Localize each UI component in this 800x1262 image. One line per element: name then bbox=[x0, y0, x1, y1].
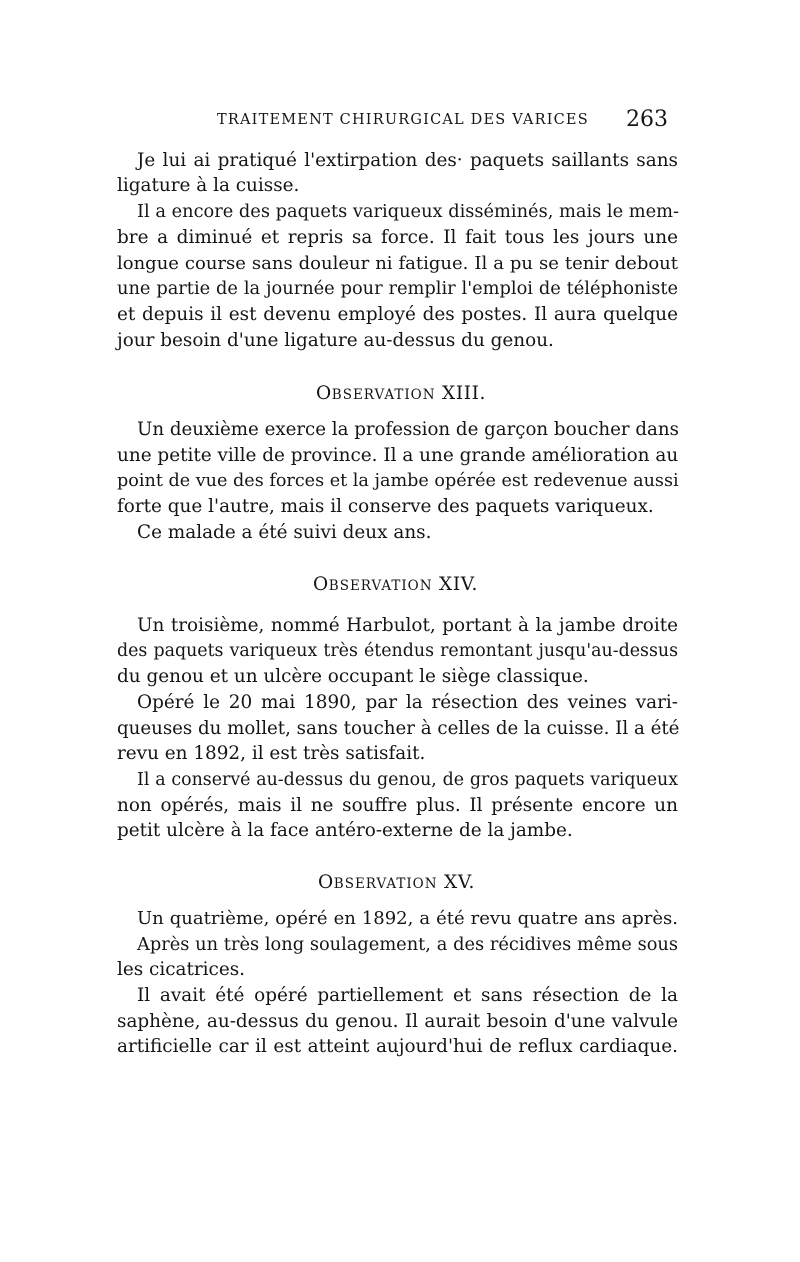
text-line: Je lui ai pratiqué l'extirpation des· paquets saillants sans bbox=[137, 150, 678, 171]
observation-heading-xv bbox=[318, 872, 475, 893]
text-line: saphène, au-dessus du genou. Il aurait besoin d'une valvule bbox=[117, 1011, 678, 1032]
text-line: les cicatrices. bbox=[117, 959, 246, 980]
observation-heading-xiv bbox=[313, 574, 478, 595]
heading-number: XIV. bbox=[439, 574, 478, 595]
page-number: 263 bbox=[626, 107, 668, 132]
text-line: Ce malade a été suivi deux ans. bbox=[137, 522, 432, 543]
heading-word: BSERVATION bbox=[328, 578, 433, 594]
text-line: point de vue des forces et la jambe opérée est redevenue aussi bbox=[117, 471, 679, 491]
text-line: bre a diminué et repris sa force. Il fait tous les jours une bbox=[117, 227, 678, 248]
observation-heading-xiii bbox=[316, 383, 486, 404]
text-line: queuses du mollet, sans toucher à celles de la cuisse. Il a été bbox=[117, 718, 680, 739]
heading-initial: O bbox=[318, 872, 334, 893]
text-line: et depuis il est devenu employé des postes. Il aura quelque bbox=[117, 304, 678, 325]
text-line: du genou et un ulcère occupant le siège classique. bbox=[117, 666, 589, 687]
heading-word: BSERVATION bbox=[333, 876, 438, 892]
text-line: revu en 1892, il est très satisfait. bbox=[117, 743, 426, 764]
text-line: Après un très long soulagement, a des récidives même sous bbox=[137, 934, 678, 955]
text-line: longue course sans douleur ni fatigue. Il a pu se tenir debout bbox=[117, 253, 678, 274]
text-line: non opérés, mais il ne souffre plus. Il présente encore un bbox=[117, 795, 678, 816]
text-line: artificielle car il est atteint aujourd'hui de reflux cardiaque. bbox=[117, 1036, 678, 1057]
text-line: une petite ville de province. Il a une grande amélioration au bbox=[117, 445, 679, 466]
text-line: des paquets variqueux très étendus remontant jusqu'au-dessus bbox=[117, 641, 678, 661]
text-line: petit ulcère à la face antéro-externe de la jambe. bbox=[117, 820, 573, 841]
text-line: Un deuxième exerce la profession de garçon boucher dans bbox=[137, 419, 679, 440]
text-line: une partie de la journée pour remplir l'emploi de téléphoniste bbox=[117, 278, 678, 299]
text-line: Il avait été opéré partiellement et sans résection de la bbox=[137, 985, 678, 1006]
heading-number: XV. bbox=[444, 872, 476, 893]
text-line: ligature à la cuisse. bbox=[117, 175, 300, 196]
text-line: Il a conservé au-dessus du genou, de gros paquets variqueux bbox=[137, 770, 678, 790]
text-line: Il a encore des paquets variqueux disséminés, mais le mem- bbox=[137, 201, 680, 222]
heading-number: XIII. bbox=[442, 383, 487, 404]
heading-initial: O bbox=[316, 383, 332, 404]
text-line: Un quatrième, opéré en 1892, a été revu quatre ans après. bbox=[137, 908, 678, 929]
text-line: forte que l'autre, mais il conserve des paquets variqueux. bbox=[117, 496, 654, 517]
text-line: jour besoin d'une ligature au-dessus du genou. bbox=[117, 330, 554, 351]
heading-initial: O bbox=[313, 574, 329, 595]
text-line: Un troisième, nommé Harbulot, portant à la jambe droite bbox=[137, 615, 678, 636]
heading-word: BSERVATION bbox=[331, 387, 436, 403]
text-line: Opéré le 20 mai 1890, par la résection des veines vari- bbox=[137, 692, 678, 713]
running-head: TRAITEMENT CHIRURGICAL DES VARICES bbox=[217, 112, 589, 128]
